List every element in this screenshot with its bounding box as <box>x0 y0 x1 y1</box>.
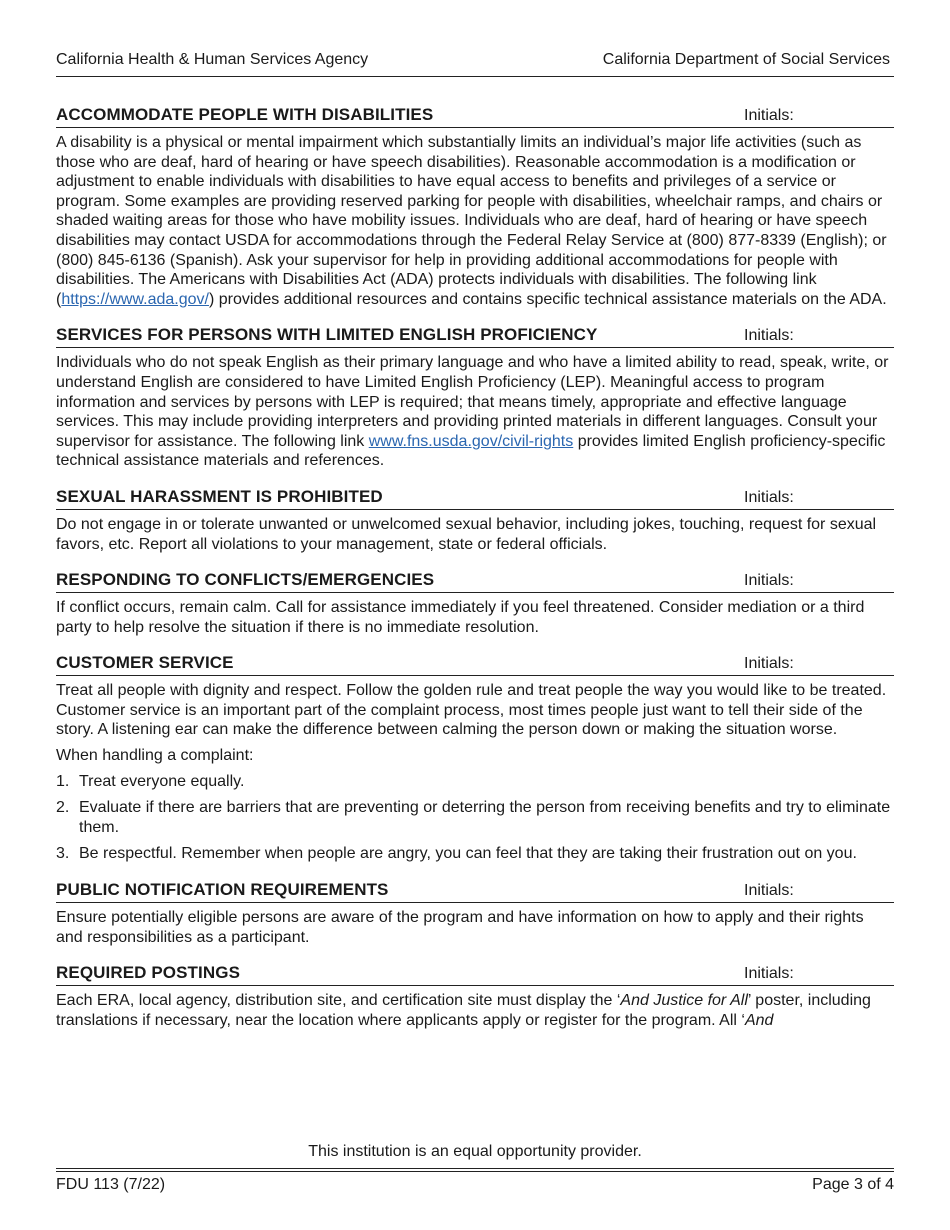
section-body: Ensure potentially eligible persons are aware of the program and have information on how to apply and their rights and responsibilities as a participant. <box>56 909 864 946</box>
body-text: provides limited English proficiency-specific technical assistance materials and references. <box>56 432 886 470</box>
body-text: Individuals who do not speak English as their primary language and who have a limited ability to read, speak, write, or understand English are considered to have Limited English Proficiency (LEP). Meaningful access to program information and services by persons with LEP is required; that means timely, appropriate and effective language services. This may include providing interpreters and providing printed materials in different languages. Consult your supervisor for assistance. The following link <box>56 354 889 450</box>
section-body <box>56 353 894 471</box>
poster-title: And Justice for All <box>620 992 748 1010</box>
body-text: ’ poster, including translations if necessary, near the location where applicants apply or register for the program. All ‘ <box>56 992 871 1029</box>
section-notification <box>56 880 894 947</box>
section-body <box>56 133 894 309</box>
list-item <box>56 772 894 792</box>
section-header <box>56 963 894 986</box>
page-content <box>56 105 894 1046</box>
header-department: California Department of Social Services <box>602 51 890 68</box>
body-text: A disability is a physical or mental impairment which substantially limits an individual’s major life activities (such as those who are deaf, hard of hearing or have speech disabilities). Reasonable accommodation is a modification or adjustment to enable individuals with disabilities to have equal access to benefits and privileges of a service or program. Some examples are providing reserved parking for people with disabilities, wheelchair ramps, and chairs or shaded waiting areas for those who have mobility issues. Individuals who are deaf, hard of hearing or have speech disabilities may contact USDA for accommodations through the Federal Relay Service at (800) 877-8339 (English); or (800) 845-6136 (Spanish). Ask your supervisor for help in providing additional accommodations for people with disabilities. The Americans with Disabilities Act (ADA) protects individuals with disabilities. The following link ( <box>56 134 887 308</box>
complaint-list <box>56 772 894 864</box>
equal-opportunity-statement: This institution is an equal opportunity provider. <box>308 1143 642 1160</box>
list-text: Be respectful. Remember when people are angry, you can feel that they are taking their frustration out on you. <box>79 845 857 863</box>
list-intro: When handling a complaint: <box>56 747 254 765</box>
body-text: Each ERA, local agency, distribution site, and certification site must display the ‘ <box>56 992 621 1010</box>
list-number: 1. <box>56 772 70 790</box>
list-number: 2. <box>56 799 70 817</box>
list-text: Evaluate if there are barriers that are preventing or deterring the person from receiving benefits and try to eliminate them. <box>79 799 891 836</box>
section-header <box>56 105 894 128</box>
initials-label: Initials: <box>744 327 794 345</box>
body-text: ) provides additional resources and contains specific technical assistance materials on the ADA. <box>208 290 887 308</box>
civil-rights-link[interactable]: www.fns.usda.gov/civil-rights <box>368 432 574 450</box>
section-header <box>56 325 894 348</box>
page-header <box>56 51 890 69</box>
initials-label: Initials: <box>744 882 794 900</box>
section-title: RESPONDING TO CONFLICTS/EMERGENCIES <box>56 570 435 590</box>
section-lep <box>56 325 894 471</box>
form-number: FDU 113 (7/22) <box>56 1176 166 1193</box>
section-title: PUBLIC NOTIFICATION REQUIREMENTS <box>56 880 389 900</box>
section-header <box>56 570 894 593</box>
list-item <box>56 798 894 837</box>
page-number: Page 3 of 4 <box>812 1176 894 1193</box>
section-harassment <box>56 487 894 554</box>
section-title: SERVICES FOR PERSONS WITH LIMITED ENGLISH PROFICIENCY <box>56 325 598 345</box>
section-title: CUSTOMER SERVICE <box>56 653 234 673</box>
section-title: SEXUAL HARASSMENT IS PROHIBITED <box>56 486 383 506</box>
initials-label: Initials: <box>744 107 794 124</box>
section-header <box>56 487 894 510</box>
page-footer <box>56 1176 894 1194</box>
list-number: 3. <box>56 845 70 863</box>
section-header <box>56 880 894 903</box>
list-text: Treat everyone equally. <box>79 772 245 790</box>
section-body: Do not engage in or tolerate unwanted or unwelcomed sexual behavior, including jokes, touching, request for sexual favors, etc. Report all violations to your management, state or federal officials. <box>56 515 877 553</box>
ada-link[interactable]: https://www.ada.gov/ <box>61 290 209 308</box>
poster-title-fragment: And <box>744 1011 774 1029</box>
section-body <box>56 991 894 1030</box>
footer-divider <box>56 1171 894 1172</box>
initials-label: Initials: <box>744 488 794 506</box>
section-disabilities <box>56 105 894 309</box>
initials-label: Initials: <box>744 965 794 983</box>
initials-label: Initials: <box>744 655 794 673</box>
section-header <box>56 653 894 676</box>
section-body: Treat all people with dignity and respect. Follow the golden rule and treat people the way you would like to be treated. Customer service is an important part of the complaint process, most times people just want to tell their side of the story. A listening ear can make the difference between calming the person down or making the situation worse. <box>56 682 887 739</box>
initials-label: Initials: <box>744 572 794 590</box>
section-customer-service <box>56 653 894 864</box>
list-item <box>56 844 894 864</box>
header-divider <box>56 76 894 77</box>
section-title: REQUIRED POSTINGS <box>56 963 241 983</box>
section-conflicts <box>56 570 894 637</box>
header-agency: California Health & Human Services Agency <box>56 51 369 68</box>
section-body: If conflict occurs, remain calm. Call for assistance immediately if you feel threatened. Consider mediation or a third party to help resolve the situation if there is no immediate resolution. <box>56 599 865 636</box>
section-title: ACCOMMODATE PEOPLE WITH DISABILITIES <box>56 105 434 124</box>
footer-divider <box>56 1168 894 1169</box>
section-postings <box>56 963 894 1030</box>
